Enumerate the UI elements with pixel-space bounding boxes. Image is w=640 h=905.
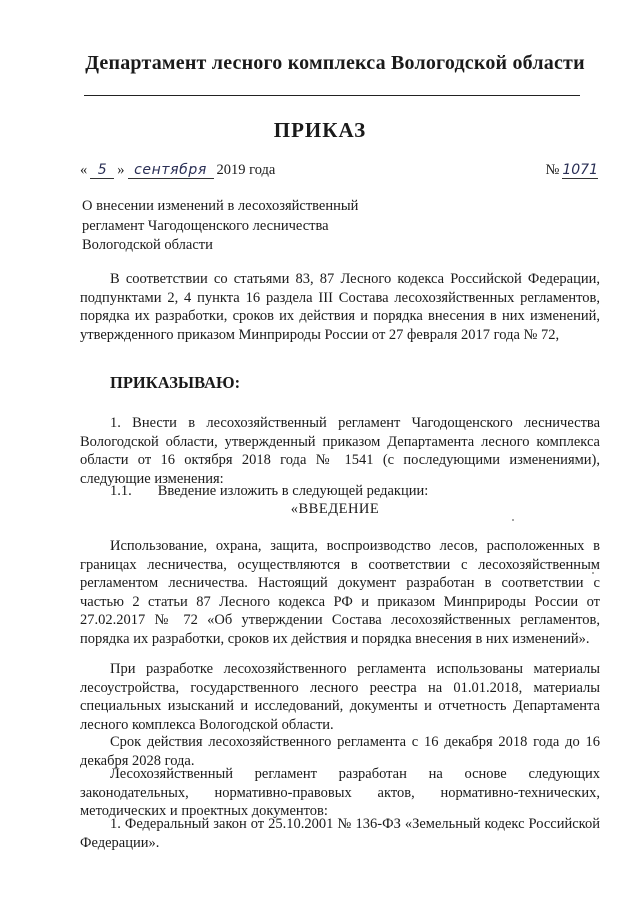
date-day-handwritten: 5: [90, 162, 114, 179]
intro-paragraph-5: 1. Федеральный закон от 25.10.2001 № 136-ФЗ «Земельный кодекс Российской Федерации».: [80, 816, 600, 851]
date-month-handwritten: сентября: [128, 162, 214, 179]
date-year: 2019 года: [216, 162, 276, 178]
intro-paragraph-2: При разработке лесохозяйственного регламента использованы материалы лесоустройства, государственного лесного реестра на 01.01.2018, материалы специальных изысканий и исследований, документы и отчетность Департамента лесного комплекса Вологодской области.: [80, 661, 600, 733]
order-number-prefix: №: [545, 162, 560, 178]
intro-paragraph-1: Использование, охрана, защита, воспроизводство лесов, расположенных в границах лесничества, осуществляются в соответствии с лесохозяйственным регламентом лесничества. Настоящий документ разработан в соответствии с частью 2 статьи 87 Лесного кодекса РФ и приказом Минприроды России от 27.02.2017 № 72 «Об утверждении Состава лесохозяйственных регламентов, порядка их разработки, сроков их действия и порядка внесения в них изменений».: [80, 538, 600, 647]
preamble-paragraph: В соответствии со статьями 83, 87 Лесного кодекса Российской Федерации, подпунктами 2, 4 пункта 16 раздела III Состава лесохозяйственных регламентов, порядка их разработки, сроков их действия и порядка внесения в них изменений, утвержденного приказом Минприроды России от 27 февраля 2017 года № 72,: [80, 271, 600, 343]
header-rule: [84, 95, 580, 96]
intro-paragraph-3: Срок действия лесохозяйственного регламента с 16 декабря 2018 года до 16 декабря 2028 года.: [80, 734, 600, 769]
scan-speck: [592, 572, 594, 574]
order-subject: О внесении изменений в лесохозяйственный регламент Чагодощенского лесничества Вологодской области: [82, 198, 359, 253]
item-1-1-text: Введение изложить в следующей редакции:: [157, 483, 429, 499]
order-title: ПРИКАЗ: [273, 118, 367, 142]
scan-speck: [512, 519, 514, 521]
date-quote-open: «: [80, 162, 88, 178]
item-1-1-number: 1.1.: [110, 483, 132, 499]
date-quote-close: »: [117, 162, 125, 178]
item-1-paragraph: 1. Внести в лесохозяйственный регламент Чагодощенского лесничества Вологодской области, утвержденный приказом Департамента лесного комплекса области от 16 октября 2018 года № 1541 (с последующими изменениями), следующие изменения:: [80, 415, 600, 487]
order-date: [80, 162, 275, 179]
introduction-heading: «ВВЕДЕНИЕ: [290, 501, 380, 517]
intro-paragraph-4: Лесохозяйственный регламент разработан на основе следующих законодательных, нормативно-правовых актов, нормативно-технических, методических и проектных документов:: [80, 766, 600, 819]
decree-heading: ПРИКАЗЫВАЮ:: [110, 373, 241, 392]
order-number: [546, 162, 598, 179]
department-title: Департамент лесного комплекса Вологодской области: [85, 52, 585, 74]
item-1-1: [110, 483, 428, 500]
order-number-handwritten: 1071: [562, 162, 598, 178]
